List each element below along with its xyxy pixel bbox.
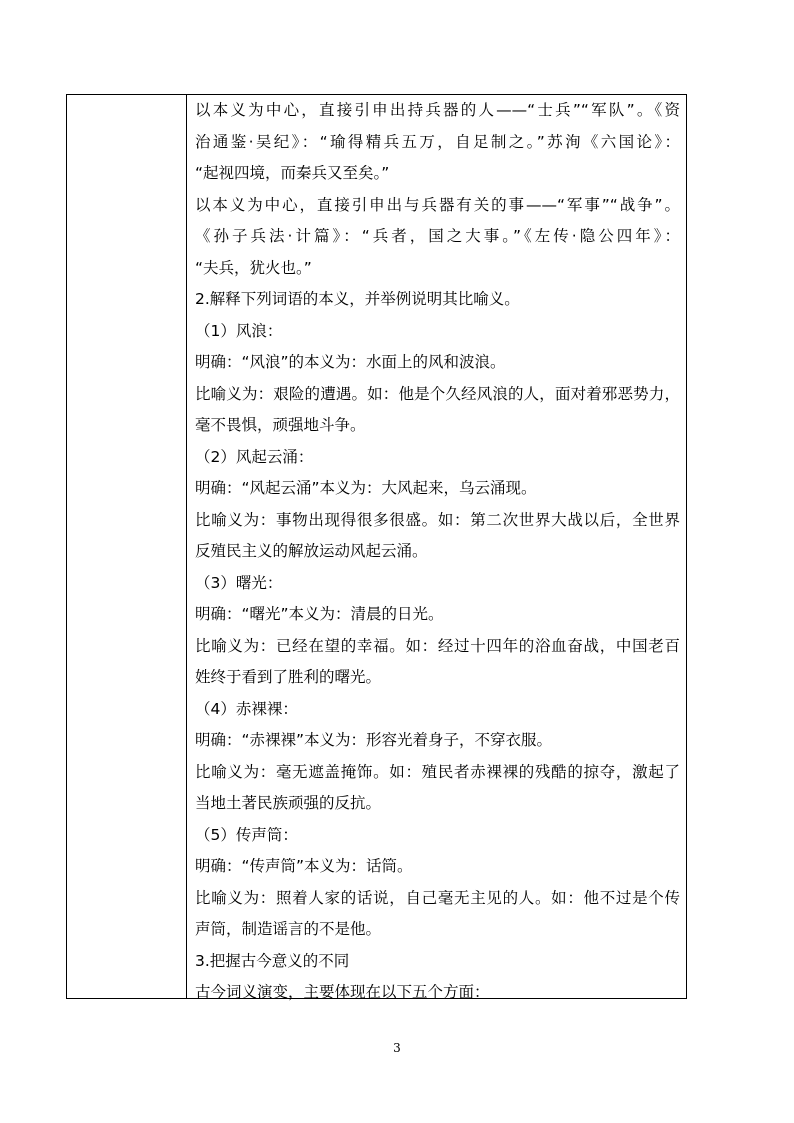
text-line: 比喻义为：已经在望的幸福。如：经过十四年的浴血奋战，中国老百 xyxy=(195,636,680,655)
page-number: 3 xyxy=(393,1041,401,1055)
text-line: “起视四境，而秦兵又至矣。” xyxy=(195,164,390,182)
text-line: 声筒，制造谣言的不是他。 xyxy=(195,920,382,938)
text-line: 治通鉴·吴纪》：“瑜得精兵五万，自足制之。”苏洵《六国论》： xyxy=(195,132,680,151)
text-line: 明确：“风浪”的本义为：水面上的风和波浪。 xyxy=(195,353,506,371)
text-line: 古今词义演变，主要体现在以下五个方面： xyxy=(195,983,490,1001)
text-line: 2.解释下列词语的本义，并举例说明其比喻义。 xyxy=(195,290,520,308)
text-line: 明确：“曙光”本义为：清晨的日光。 xyxy=(195,605,444,623)
text-line: 比喻义为：毫无遮盖掩饰。如：殖民者赤裸裸的残酷的掠夺，激起了 xyxy=(195,762,680,781)
text-line: （4）赤裸裸： xyxy=(195,699,298,718)
text-line: （3）曙光： xyxy=(195,573,283,592)
text-line: 以本义为中心，直接引申出与兵器有关的事——“军事”“战争”。 xyxy=(195,195,680,214)
text-line: 反殖民主义的解放运动风起云涌。 xyxy=(195,542,428,560)
text-line: 《孙子兵法·计篇》：“兵者，国之大事。”《左传·隐公四年》： xyxy=(195,227,680,245)
text-line: 明确：“风起云涌”本义为：大风起来，乌云涌现。 xyxy=(195,479,537,497)
text-line: 明确：“传声筒”本义为：话筒。 xyxy=(195,857,413,875)
text-line: 当地土著民族顽强的反抗。 xyxy=(195,794,382,812)
text-line: 比喻义为：艰险的遭遇。如：他是个久经风浪的人，面对着邪恶势力， xyxy=(195,384,680,403)
text-line: 毫不畏惧，顽强地斗争。 xyxy=(195,416,366,434)
text-line: 以本义为中心，直接引申出持兵器的人——“士兵”“军队”。《资 xyxy=(195,101,680,119)
table-left-column xyxy=(67,95,187,998)
text-line: （5）传声筒： xyxy=(195,825,298,844)
text-line: （1）风浪： xyxy=(195,321,283,340)
text-line: 3.把握古今意义的不同 xyxy=(195,951,350,970)
text-line: 姓终于看到了胜利的曙光。 xyxy=(195,668,382,686)
table-content-cell xyxy=(195,95,680,1009)
text-line: 明确：“赤裸裸”本义为：形容光着身子，不穿衣服。 xyxy=(195,731,553,749)
text-line: 比喻义为：照着人家的话说，自己毫无主见的人。如：他不过是个传 xyxy=(195,888,680,907)
content-table xyxy=(66,94,687,999)
text-line: 比喻义为：事物出现得很多很盛。如：第二次世界大战以后，全世界 xyxy=(195,510,680,529)
text-line: （2）风起云涌： xyxy=(195,447,314,466)
text-line: “夫兵，犹火也。” xyxy=(195,258,312,277)
